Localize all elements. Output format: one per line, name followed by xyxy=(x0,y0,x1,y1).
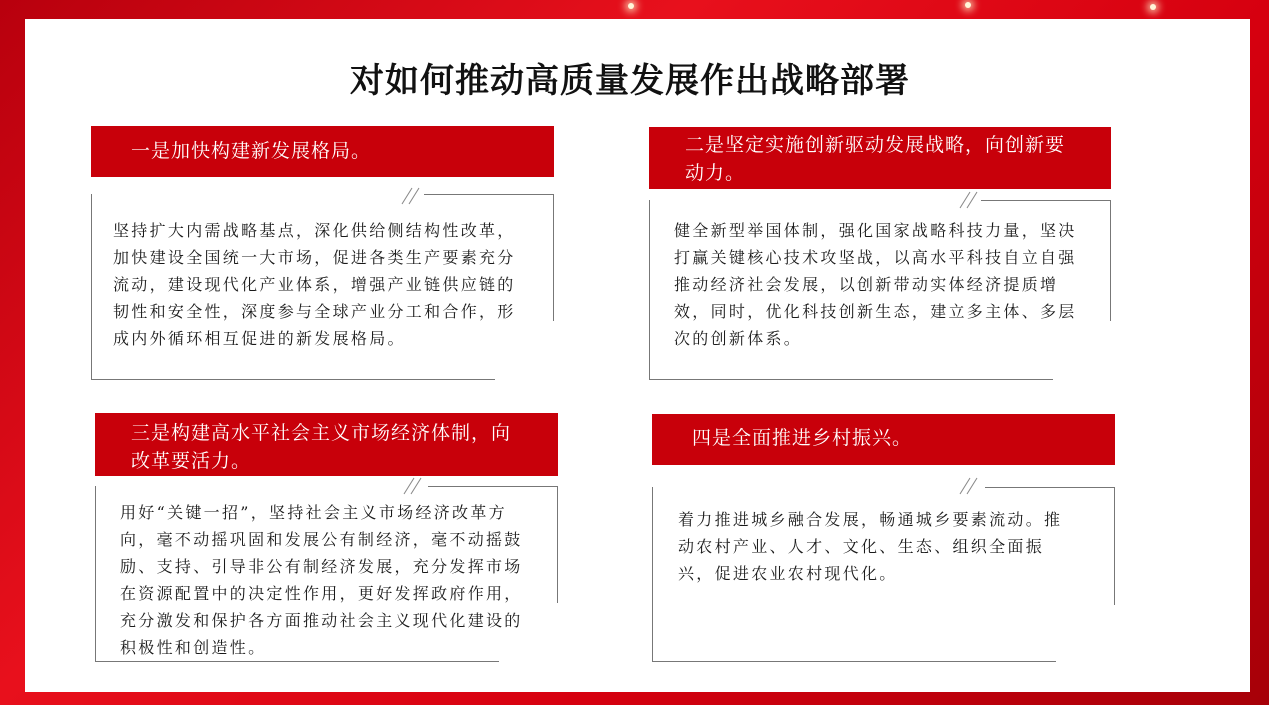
section-2-body: 健全新型举国体制，强化国家战略科技力量，坚决打赢关键核心技术攻坚战，以高水平科技自立自强推动经济社会发展，以创新带动实体经济提质增效，同时，优化科技创新生态，建立多主体、多层次的创新体系。 xyxy=(674,221,1077,348)
section-4-header: 四是全面推进乡村振兴。 xyxy=(652,414,1115,465)
section-4-body: 着力推进城乡融合发展，畅通城乡要素流动。推动农村产业、人才、文化、生态、组织全面振兴，促进农业农村现代化。 xyxy=(678,510,1063,583)
section-1-body: 坚持扩大内需战略基点，深化供给侧结构性改革，加快建设全国统一大市场，促进各类生产要素充分流动，建设现代化产业体系，增强产业链供应链的韧性和安全性，深度参与全球产业分工和合作，形成内外循环相互促进的新发展格局。 xyxy=(113,221,516,348)
slash-decoration-icon xyxy=(959,191,979,209)
sparkle xyxy=(1150,4,1156,10)
slash-decoration-icon xyxy=(403,477,423,495)
section-1-header: 一是加快构建新发展格局。 xyxy=(91,126,554,177)
slash-decoration-icon xyxy=(959,477,979,495)
sparkle xyxy=(628,3,634,9)
section-3-body: 用好“关键一招”，坚持社会主义市场经济改革方向，毫不动摇巩固和发展公有制经济，毫不动摇鼓励、支持、引导非公有制经济发展，充分发挥市场在资源配置中的决定性作用，更好发挥政府作用，充分激发和保护各方面推动社会主义现代化建设的积极性和创造性。 xyxy=(120,503,523,657)
page-title: 对如何推动高质量发展作出战略部署 xyxy=(350,61,910,101)
sparkle xyxy=(965,2,971,8)
section-2-header: 二是坚定实施创新驱动发展战略，向创新要动力。 xyxy=(649,127,1111,189)
content-panel xyxy=(25,19,1250,692)
slash-decoration-icon xyxy=(401,187,421,205)
section-3-header: 三是构建高水平社会主义市场经济体制，向改革要活力。 xyxy=(95,413,558,476)
